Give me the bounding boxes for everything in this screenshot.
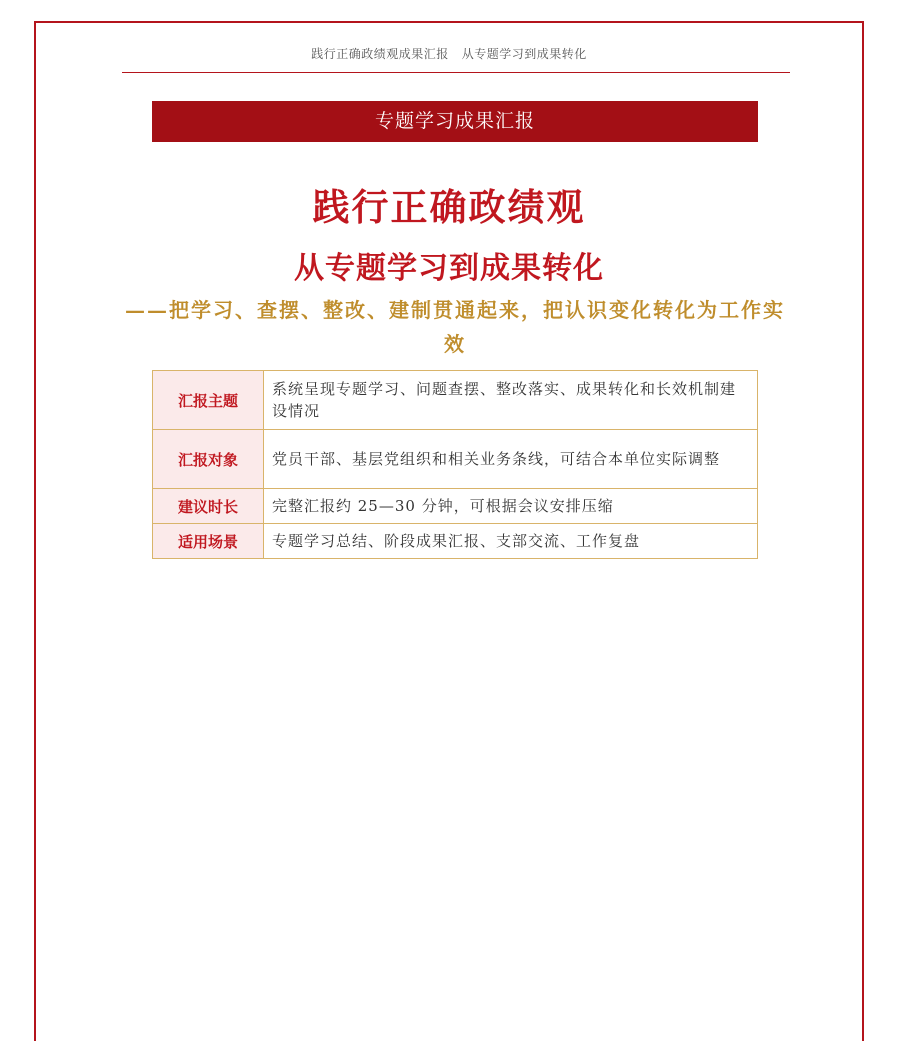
info-table	[152, 370, 758, 559]
sub-title: 从专题学习到成果转化	[294, 251, 604, 286]
page-frame	[34, 21, 864, 1041]
row-value-topic: 系统呈现专题学习、问题查摆、整改落实、成果转化和长效机制建设情况	[264, 371, 758, 430]
row-label-scenario: 适用场景	[153, 524, 264, 559]
row-value-scenario: 专题学习总结、阶段成果汇报、支部交流、工作复盘	[264, 524, 758, 559]
main-title: 践行正确政绩观	[312, 186, 586, 229]
section-banner: 专题学习成果汇报	[152, 101, 758, 142]
tagline: ——把学习、查摆、整改、建制贯通起来，把认识变化转化为工作实效	[125, 298, 785, 356]
row-value-duration: 完整汇报约 25—30 分钟，可根据会议安排压缩	[264, 489, 758, 524]
table-row	[153, 489, 758, 524]
header-divider	[122, 72, 790, 73]
row-label-duration: 建议时长	[153, 489, 264, 524]
row-label-topic: 汇报主题	[153, 371, 264, 430]
running-header: 践行正确政绩观成果汇报 从专题学习到成果转化	[311, 47, 587, 61]
row-value-audience: 党员干部、基层党组织和相关业务条线，可结合本单位实际调整	[264, 430, 758, 489]
table-row	[153, 524, 758, 559]
table-row	[153, 430, 758, 489]
table-row	[153, 371, 758, 430]
row-label-audience: 汇报对象	[153, 430, 264, 489]
